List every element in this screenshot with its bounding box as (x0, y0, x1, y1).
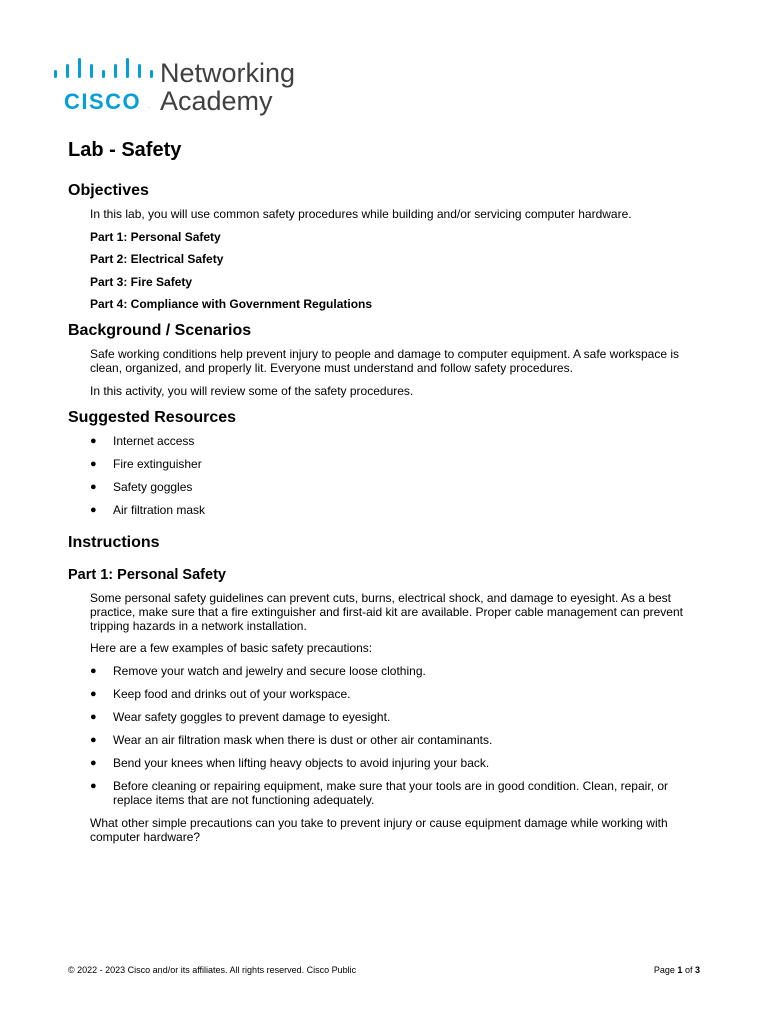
list-item-text: Remove your watch and jewelry and secure loose clothing. (113, 663, 426, 678)
list-item-text: Keep food and drinks out of your workspace. (113, 686, 351, 701)
list-item (68, 457, 708, 471)
resources-section (68, 408, 708, 517)
logo-networking-text: Networking (160, 58, 296, 88)
bullet-icon: ● (90, 756, 97, 769)
bullet-icon: ● (90, 687, 97, 700)
list-item (68, 687, 708, 701)
page-of: of (684, 965, 693, 975)
background-paragraph-1: Safe working conditions help prevent injury to people and damage to computer equipment. A safe workspace is clean, organized, and properly lit. Everyone must understand and follow safety procedures. (90, 347, 680, 375)
list-item-text: Wear an air filtration mask when there is dust or other air contaminants. (113, 732, 493, 747)
page-total: 3 (694, 965, 700, 975)
list-item (68, 756, 708, 770)
page-current: 1 (677, 965, 683, 975)
page-footer (68, 964, 700, 976)
instructions-section (68, 533, 708, 844)
cisco-bridge-bars-icon (52, 56, 156, 88)
logo-academy-text: Academy (160, 86, 273, 116)
part1-paragraph-1: Some personal safety guidelines can prevent cuts, burns, electrical shock, and damage to eyesight. As a best practice, make sure that a fire extinguisher and first-aid kit are available. Proper cable management can prevent tripping hazards in a network installation. (90, 590, 683, 633)
list-item-text: Internet access (113, 433, 195, 448)
objective-part-3: Part 3: Fire Safety (90, 274, 193, 289)
list-item-text: Air filtration mask (113, 502, 206, 517)
precautions-list (68, 664, 708, 807)
background-section (68, 321, 708, 398)
part1-question: What other simple precautions can you take to prevent injury or cause equipment damage while working with computer hardware? (90, 815, 668, 844)
document-body (68, 136, 708, 854)
bullet-icon: ● (90, 503, 97, 516)
background-paragraph-2: In this activity, you will review some of the safety procedures. (90, 383, 414, 398)
resources-list (68, 434, 708, 517)
list-item-text: Fire extinguisher (113, 456, 202, 471)
part1-paragraph-2: Here are a few examples of basic safety precautions: (90, 641, 373, 655)
page-label: Page (653, 965, 675, 975)
part1-heading: Part 1: Personal Safety (68, 566, 226, 583)
bullet-icon: ● (90, 480, 97, 493)
list-item-text: Wear safety goggles to prevent damage to eyesight. (113, 709, 391, 724)
list-item (68, 710, 708, 724)
resources-heading: Suggested Resources (68, 408, 237, 426)
bullet-icon: ● (90, 664, 97, 677)
list-item (68, 480, 708, 494)
bullet-icon: ● (90, 733, 97, 746)
objectives-section (68, 181, 708, 311)
list-item (68, 434, 708, 448)
background-heading: Background / Scenarios (68, 322, 252, 339)
bullet-icon: ● (90, 434, 97, 447)
list-item-text: Bend your knees when lifting heavy objects to avoid injuring your back. (113, 755, 490, 770)
instructions-heading: Instructions (68, 533, 160, 551)
page-title: Lab - Safety (68, 139, 182, 161)
objectives-intro: In this lab, you will use common safety procedures while building and/or servicing computer hardware. (90, 207, 632, 221)
list-item (68, 503, 708, 517)
page-number (654, 964, 700, 976)
list-item (68, 779, 708, 807)
list-item (68, 664, 708, 678)
cisco-wordmark: CISCO (64, 89, 142, 114)
cisco-trademark-dot: . (148, 104, 150, 110)
objective-part-2: Part 2: Electrical Safety (90, 252, 224, 266)
objective-part-4: Part 4: Compliance with Government Regulations (90, 297, 373, 311)
bullet-icon: ● (90, 779, 97, 792)
list-item-text: Safety goggles (113, 479, 193, 494)
cisco-networking-academy-logo (52, 56, 312, 118)
bullet-icon: ● (90, 710, 97, 723)
copyright-text: © 2022 - 2023 Cisco and/or its affiliates. All rights reserved. Cisco Public (68, 965, 357, 975)
objectives-heading: Objectives (68, 182, 149, 199)
objective-part-1: Part 1: Personal Safety (90, 229, 221, 244)
bullet-icon: ● (90, 457, 97, 470)
list-item (68, 733, 708, 747)
list-item-text: Before cleaning or repairing equipment, make sure that your tools are in good condition. Clean, repair, or replace items that are not functioning adequately. (113, 778, 668, 807)
